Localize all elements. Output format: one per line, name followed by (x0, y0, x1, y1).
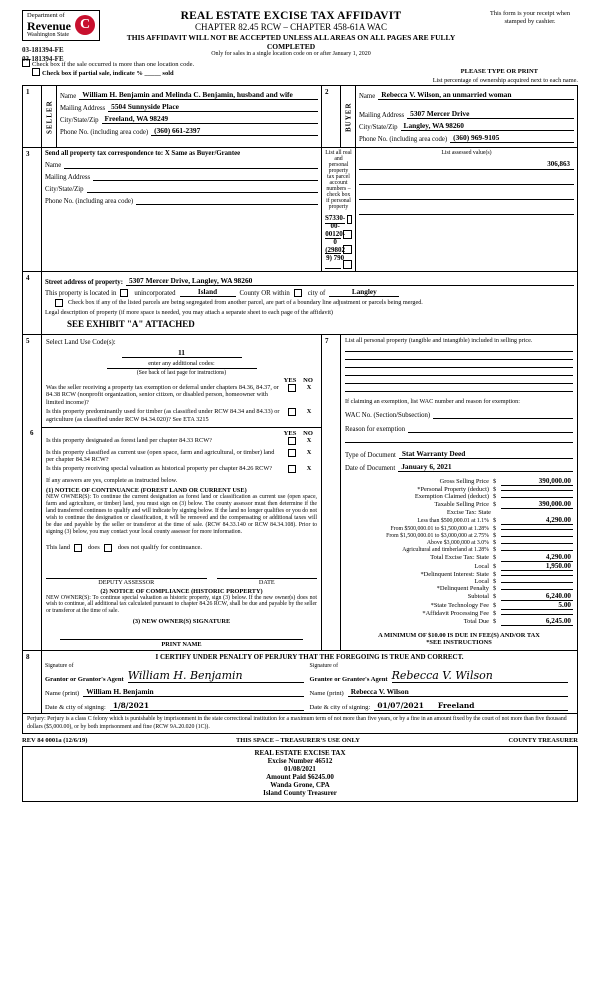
bracket-1-label: Less than $500,000.01 at 1.1% (417, 518, 489, 524)
q6-2-yes[interactable] (285, 449, 301, 464)
check-multi-location[interactable] (22, 59, 578, 68)
seller-citystate-field[interactable] (102, 114, 318, 124)
new-owner-signature-label: (3) NEW OWNER(S) SIGNATURE (132, 618, 231, 626)
q6-1-yes[interactable] (285, 437, 301, 446)
grantee-date-label: Date & city of signing: (309, 704, 371, 712)
yes-header: YES (283, 377, 297, 384)
seller-citystate-value: Freeland, WA 98249 (104, 114, 169, 123)
form-header (22, 10, 578, 57)
total-due-label: Total Due (463, 618, 489, 625)
stamp-line-6: Island County Treasurer (263, 788, 337, 797)
seller-name-value: William H. Benjamin and Melinda C. Benjamin, husband and wife (82, 90, 293, 99)
land-label: This land (46, 544, 70, 552)
section6-instruct: If any answers are yes, complete as instructed below. (46, 476, 178, 484)
certify-statement: I CERTIFY UNDER PENALTY OF PERJURY THAT THE FOREGOING IS TRUE AND CORRECT. (155, 653, 464, 662)
parcel-row-4[interactable] (325, 259, 341, 269)
buyer-mailing-label: Mailing Address (359, 112, 405, 119)
assessed-row-2[interactable] (359, 175, 574, 185)
grantor-print-value: William H. Benjamin (86, 687, 154, 697)
personal-property-label: List all personal property (tangible and intangible) included in selling price. (345, 337, 533, 344)
parcel-row-2[interactable] (325, 229, 341, 239)
city-checkbox[interactable] (294, 289, 302, 297)
bracket-2-label: From $500,000.01 to $1,500,000 at 1.28% (390, 526, 489, 532)
seller-phone-field[interactable] (151, 126, 318, 136)
perjury-block (23, 714, 578, 733)
unincorporated-label: unincorporated (134, 290, 176, 297)
parcel-block (322, 148, 356, 272)
ownership-note: List percentage of ownership acquired next to each name. (432, 77, 578, 84)
grantee-signature-value: Rebecca V. Wilson (391, 669, 493, 683)
q6-2-no[interactable]: X (306, 448, 312, 456)
treasurer-space-label: THIS SPACE – TREASURER'S USE ONLY (235, 736, 360, 744)
seller-mailing-value: 5504 Sunnyside Place (111, 102, 179, 111)
street-label: Street address of property: (45, 279, 123, 286)
exemption-deduct-label: Exemption Claimed (deduct) (414, 493, 489, 500)
state-tech-fee-value[interactable]: 5.00 (501, 601, 573, 610)
grantor-signature-field[interactable] (128, 669, 304, 683)
correspondence-line: Send all property tax correspondence to: X Same as Buyer/Grantee (45, 150, 241, 157)
delinq-interest-local-value[interactable] (501, 582, 573, 583)
corr-phone-label: Phone No. (including area code) (45, 198, 134, 205)
corr-mailing-field[interactable] (93, 171, 318, 181)
buyer-citystate-value: Langley, WA 98260 (403, 121, 464, 130)
bracket-5-label: Agricultural and timberland at 1.28% (402, 547, 489, 553)
notice2-body: NEW OWNER(S): To continue special valuation as historic property, sign (3) below. If the new owner(s) does not wish to continue, all additional tax calculated pursuant to chapter 84.26 RCW, shall be due and payable by the seller or transferor at the time of sale. (46, 594, 317, 615)
section-8-number: 8 (23, 651, 42, 714)
state-tech-fee-label: *State Technology Fee (430, 602, 489, 609)
print-name-label: PRINT NAME (161, 641, 202, 649)
revenue-logo-icon: C (75, 15, 95, 35)
q5-2-yes[interactable] (285, 408, 301, 423)
perjury-text: Perjury: Perjury is a class C felony which is punishable by imprisonment in the state correctional institution for a maximum term of not more than five years, or by a fine in an amount fixed by the court of not more than five thousand dollars ($5,000.00), or by both imprisonment and fine (RCW 9A.20.020 (1C)). (27, 716, 567, 730)
rev-number: REV 84 0001a (12/6/19) (22, 736, 88, 744)
seller-mailing-field[interactable] (108, 102, 318, 112)
grantee-date-field[interactable] (374, 701, 568, 711)
parties-table (22, 85, 578, 734)
buyer-phone-value: (360) 969-9105 (453, 133, 500, 142)
personal-prop-line-6[interactable] (345, 391, 573, 392)
wac-field[interactable] (433, 409, 573, 419)
bracket-5-value[interactable] (501, 550, 573, 551)
segregated-label: Check box if any of the listed parcels are being segregated from another parcel, are part of a boundary line adjustment or parcels being merged. (68, 299, 423, 306)
assessed-row-3[interactable] (359, 190, 574, 200)
section-5-6-column (30, 335, 322, 651)
property-address-block (42, 272, 578, 335)
buyer-citystate-label: City/State/Zip (359, 124, 398, 131)
wac-label: WAC No. (Section/Subsection) (345, 412, 431, 419)
bracket-4-value[interactable] (501, 543, 573, 544)
notice2-title: (2) NOTICE OF COMPLIANCE (HISTORIC PROPERTY) (100, 587, 263, 595)
notice1-body: NEW OWNER(S): To continue the current designation as forest land or classification as current use (open space, farm and agriculture, or timber) land, you must sign on (3) below. The county assessor must then determine if the land transferred continues to qualify and will indicate by signing below. If the land no longer qualifies or you do not wish to continue the designation or classification, it will be removed and the compensating or additional taxes will be due and payable by the seller or transferor at the time of sale. (RCW 84.33.140 or RCW 84.34.108). Prior to signing (3) below, you may contact your local county assessor for more information. (46, 493, 317, 535)
segregated-checkbox[interactable] (55, 299, 63, 307)
section-5-number: 5 (23, 335, 42, 651)
seller-block (57, 86, 322, 148)
see-instructions-note: *SEE INSTRUCTIONS (426, 639, 492, 646)
grantor-print-field[interactable] (83, 687, 303, 697)
notice1-title: (1) NOTICE OF CONTINUANCE (FOREST LAND OR CURRENT USE) (46, 486, 247, 494)
minimum-due-note: A MINIMUM OF $10.00 IS DUE IN FEE(S) AND/OR TAX (378, 632, 540, 639)
q5-1-text: Was the seller receiving a property tax exemption or deferral under chapters 84.36, 84.37, or 84.38 RCW (nonprofit organization, senior citizen, or disabled person, homeowner with limited income)? (46, 384, 279, 406)
exemption-deduct-value[interactable] (501, 497, 573, 498)
additional-codes-field[interactable] (107, 368, 257, 369)
total-due-value[interactable]: 6,245.00 (501, 617, 573, 626)
section-6-block (30, 428, 321, 650)
does-checkbox[interactable] (74, 544, 82, 552)
check-multi-label: Check box if the sale occurred is more than one location code. (32, 61, 195, 68)
page-title: REAL ESTATE EXCISE TAX AFFIDAVIT (180, 10, 402, 22)
parcel-header: List all real and personal property tax parcel account numbers – check box if personal property (325, 150, 352, 210)
grantor-date-value: 1/8/2021 (112, 701, 150, 711)
land-use-value[interactable]: 11 (177, 348, 186, 357)
personal-prop-line-3[interactable] (345, 367, 573, 368)
personal-prop-deduct-label: *Personal Property (deduct) (417, 486, 489, 493)
delinq-interest-local-label: Local (474, 578, 489, 585)
seller-citystate-label: City/State/Zip (60, 117, 99, 124)
seller-name-label: Name (60, 93, 77, 100)
gross-price-label: Gross Selling Price (439, 478, 489, 485)
personal-prop-line-4[interactable] (345, 375, 573, 376)
total-excise-local-value[interactable]: 1,950.00 (501, 562, 573, 571)
grantee-agent-label: Grantee or Grantee's Agent (309, 676, 388, 684)
does-not-label: does not qualify for continuance. (117, 544, 202, 552)
total-excise-state-value[interactable]: 4,290.00 (501, 553, 573, 562)
title-block (106, 10, 476, 57)
stamp-line-4: Amount Paid $6245.00 (266, 772, 334, 781)
dept-revenue: Revenue (27, 18, 71, 33)
section-2-number: 2 (322, 86, 341, 148)
treasurer-stamp (22, 746, 578, 802)
buyer-citystate-field[interactable] (401, 121, 574, 131)
located-label: This property is located in (45, 290, 117, 297)
taxable-price-value[interactable]: 390,000.00 (501, 500, 573, 509)
q5-2-text: Is this property predominantly used for timber (as classified under RCW 84.34 and 84.33) or agriculture (as classified under RCW 84.34.020)? See ETA 3215 (46, 408, 280, 423)
grantee-signature-col (310, 663, 575, 711)
grantor-signature-col (45, 663, 310, 711)
county-or-label: County OR within (239, 290, 290, 297)
deputy-assessor-label: DEPUTY ASSESSOR (46, 578, 207, 586)
grantee-print-value: Rebecca V. Wilson (350, 687, 409, 697)
notice-sub: Only for sales in a single location code on or after January 1, 2020 (211, 51, 371, 57)
grantor-signature-value: William H. Benjamin (127, 669, 243, 683)
corr-citystate-field[interactable] (87, 183, 318, 193)
new-owner-signature-field[interactable] (60, 639, 303, 640)
delinq-penalty-label: *Delinquent Penalty (436, 585, 489, 592)
additional-codes-label: enter any additional codes: (148, 360, 215, 367)
reason-line-2[interactable] (345, 442, 573, 443)
grantee-city-value: Freeland (437, 701, 475, 711)
stamp-line-1: REAL ESTATE EXCISE TAX (254, 748, 346, 757)
section-5-block (42, 335, 321, 428)
county-treasurer-label: COUNTY TREASURER (508, 736, 578, 744)
reason-field[interactable] (408, 423, 573, 433)
corr-mailing-label: Mailing Address (45, 174, 91, 181)
section-1-number: 1 (23, 86, 42, 148)
q5-2-no[interactable]: X (306, 408, 312, 416)
q6-1-text: Is this property designated as forest land per chapter 84.33 RCW? (46, 437, 212, 445)
doc-date-field[interactable] (398, 462, 573, 472)
assessed-header: List assessed value(s) (441, 150, 492, 156)
buyer-mailing-field[interactable] (407, 109, 574, 119)
total-excise-local-label: Local (474, 563, 489, 570)
grantee-print-field[interactable] (348, 687, 568, 697)
doc-date-value: January 6, 2021 (401, 462, 452, 471)
stamp-line-5: Wanda Grone, CPA (270, 780, 330, 789)
see-back-note: (See back of last page for instructions) (136, 370, 227, 376)
city-value[interactable]: Langley (329, 288, 399, 297)
parcel-personal-checkbox[interactable] (343, 260, 352, 269)
subtotal-label: Subtotal (467, 593, 489, 600)
assessed-value[interactable]: 306,863 (359, 160, 574, 170)
delinq-interest-state-label: *Delinquent Interest: State (420, 571, 489, 578)
personal-prop-line-5[interactable] (345, 383, 573, 384)
doc-type-value: Stat Warranty Deed (401, 449, 466, 458)
agency-logo (22, 10, 100, 41)
exemption-claim-label: If claiming an exemption, list WAC number and reason for exemption: (345, 398, 520, 405)
parcel-personal-checkbox[interactable] (347, 215, 352, 224)
street-field[interactable] (126, 276, 574, 286)
delinq-interest-state-value[interactable] (501, 575, 573, 576)
q6-3-yes[interactable] (285, 465, 301, 474)
assessed-row-4[interactable] (359, 205, 574, 215)
seller-name-field[interactable] (79, 90, 318, 100)
total-excise-state-label: Total Excise Tax: State (430, 554, 489, 561)
city-word: city of (307, 290, 326, 297)
section-3-number: 3 (23, 148, 42, 272)
notice-line: THIS AFFIDAVIT WILL NOT BE ACCEPTED UNLESS ALL AREAS ON ALL PAGES ARE FULLY COMPLETED (126, 33, 456, 51)
q5-1-no[interactable]: X (306, 384, 312, 391)
personal-prop-line-2[interactable] (345, 359, 573, 360)
footer-line (22, 737, 578, 744)
parcel-personal-checkbox[interactable] (343, 230, 352, 239)
does-label: does (87, 544, 100, 552)
reason-label: Reason for exemption (345, 426, 406, 433)
buyer-name-field[interactable] (378, 90, 574, 100)
section-6-number: 6 (30, 429, 34, 438)
form-numbers: 03-181394-FE 03-181394-FE (22, 46, 64, 63)
street-value: 5307 Mercer Drive, Langley, WA 98260 (128, 276, 253, 285)
no-header-6: NO (303, 430, 313, 438)
tax-lines: Gross Selling Price $ 390,000.00 *Personal Property (deduct) $ Exemption Claimed (deduct) $ Taxable Selling Price $ 390,000.00 Excise Tax: State Less than $500,000.01 at 1.1% $ 4,290.00 From $500,000.01 to $1,500,000 at 1.28% $ From $1,500,000.01 to $3,000,000 at 2.75% $ Above $3,000,000 at 3.0% $ Agricultural and timberland at 1.28% $ Total Excise Tax: State $ 4,290.00 Local $ 1,950.00 *Delinquent Interest: State $ Local $ *Delinquent Penalty $ Subtotal $ 6,240.00 *State Technology Fee $ 5.00 *Affidavit Processing Fee $ Total Due $ 6,245.00 (345, 477, 573, 626)
dept-line: Department of (27, 12, 65, 19)
grantee-print-label: Name (print) (309, 690, 344, 698)
q6-3-text: Is this property receiving special valuation as historical property per chapter 84.26 RCW? (46, 465, 273, 473)
q6-2-text: Is this property classified as current use (open space, farm and agricultural, or timber) land per chapter 84.34 RCW? (46, 448, 275, 463)
grantor-agent-label: Grantor or Grantor's Agent (45, 676, 124, 684)
no-header: NO (303, 377, 313, 384)
buyer-name-value: Rebecca V. Wilson, an unmarried woman (381, 90, 512, 99)
grantee-date-value: 01/07/2021 (377, 701, 424, 711)
grantor-date-label: Date & city of signing: (45, 704, 106, 712)
assessed-block (356, 148, 578, 272)
grantor-sig-label: Signature of (45, 663, 74, 670)
land-use-label: Select Land Use Code(s): (46, 339, 116, 346)
bracket-2-value[interactable] (501, 529, 573, 530)
bracket-1-value[interactable]: 4,290.00 (501, 516, 573, 525)
corr-phone-field[interactable] (136, 195, 318, 205)
yes-header-6: YES (283, 430, 297, 438)
doc-date-label: Date of Document (345, 465, 396, 472)
stamp-line-3: 01/08/2021 (284, 764, 316, 773)
subtotal-value[interactable]: 6,240.00 (501, 592, 573, 601)
bracket-4-label: Above $3,000,000 at 3.0% (426, 540, 489, 546)
buyer-phone-label: Phone No. (including area code) (359, 136, 448, 143)
chapter-line: CHAPTER 82.45 RCW – CHAPTER 458-61A WAC (195, 22, 387, 32)
buyer-phone-field[interactable] (450, 133, 574, 143)
assessor-date-label: DATE (217, 578, 317, 586)
type-print-note: PLEASE TYPE OR PRINT (460, 68, 538, 75)
receipt-note: This form is your receipt when stamped by cashier. (489, 10, 571, 25)
corr-name-label: Name (45, 162, 62, 169)
excise-tax-state-label: Excise Tax: State (446, 509, 491, 516)
seller-phone-label: Phone No. (including area code) (60, 129, 149, 136)
q6-1-no[interactable]: X (306, 437, 312, 445)
seller-mailing-label: Mailing Address (60, 105, 106, 112)
check-partial-label: Check box if partial sale, indicate % _____ sold (42, 70, 174, 77)
section-7-block (341, 335, 578, 651)
corr-citystate-label: City/State/Zip (45, 186, 84, 193)
check-partial-sale[interactable] (22, 68, 174, 77)
bracket-3-label: From $1,500,000.01 to $3,000,000 at 2.75% (386, 533, 489, 539)
parcel-value[interactable]: S7330-00-00120-0 (29802 9) 790 (325, 214, 346, 262)
parcel-personal-checkbox[interactable] (343, 245, 352, 254)
buyer-name-label: Name (359, 93, 376, 100)
unincorporated-checkbox[interactable] (120, 289, 128, 297)
bracket-3-value[interactable] (501, 536, 573, 537)
grantor-date-field[interactable] (110, 701, 304, 711)
taxable-price-label: Taxable Selling Price (434, 501, 489, 508)
stamp-line-2: Excise Number 46512 (267, 756, 333, 765)
seller-phone-value: (360) 661-2397 (154, 126, 201, 135)
grantor-print-label: Name (print) (45, 690, 80, 698)
legal-desc-label: Legal description of property (if more space is needed, you may attach a separate sheet to each page of the affidavit) (45, 309, 333, 316)
parcel-row-3[interactable] (325, 244, 341, 254)
affidavit-fee-label: *Affidavit Processing Fee (422, 610, 489, 617)
delinq-penalty-value[interactable] (501, 589, 573, 590)
q5-1-yes[interactable] (285, 384, 301, 406)
county-value[interactable]: Island (180, 288, 236, 297)
buyer-mailing-value: 5307 Mercer Drive (410, 109, 470, 118)
grantee-signature-field[interactable] (392, 669, 568, 683)
corr-name-field[interactable] (64, 159, 318, 169)
personal-prop-deduct-value[interactable] (501, 490, 573, 491)
gross-price-value[interactable]: 390,000.00 (501, 477, 573, 486)
checkbox-icon[interactable] (32, 68, 40, 76)
grantee-sig-label: Signature of (309, 663, 338, 670)
q6-3-no[interactable]: X (306, 465, 312, 473)
section-7-number: 7 (322, 335, 341, 651)
buyer-tag: BUYER (341, 86, 356, 148)
doc-type-label: Type of Document (345, 452, 396, 459)
seller-tag: SELLER (42, 86, 57, 148)
buyer-block (356, 86, 578, 148)
personal-prop-line-1[interactable] (345, 351, 573, 352)
affidavit-fee-value[interactable] (501, 614, 573, 615)
doc-type-field[interactable] (399, 449, 573, 459)
correspondence-block (42, 148, 322, 272)
dept-state: Washington State (27, 31, 70, 38)
section-4-number: 4 (23, 272, 42, 335)
exhibit-reference: SEE EXHIBIT "A" ATTACHED (67, 319, 195, 329)
does-not-checkbox[interactable] (104, 544, 112, 552)
certification-block (42, 651, 578, 714)
